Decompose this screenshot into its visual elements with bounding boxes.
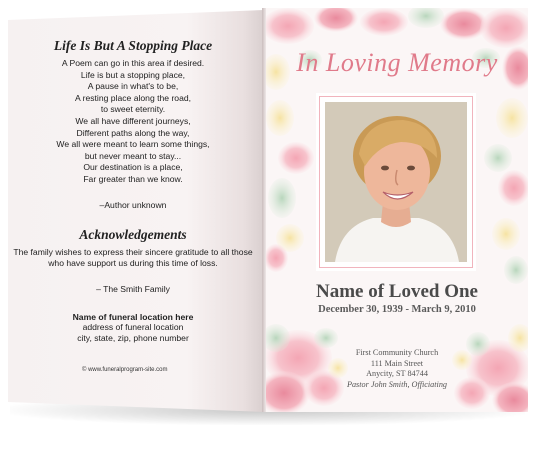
officiant: Pastor John Smith, Officiating <box>346 379 448 389</box>
acknowledgements-title: Acknowledgements <box>79 226 187 242</box>
poem-line: Far greater than we know. <box>83 173 183 184</box>
church-street: 111 Main Street <box>370 358 424 368</box>
cover-title: In Loving Memory <box>296 48 498 77</box>
service-info <box>332 348 462 390</box>
inside-left-content <box>13 38 253 345</box>
church-name: First Community Church <box>355 348 439 357</box>
funeral-location-address: address of funeral location <box>82 321 184 332</box>
poem-line: A pause in what's to be, <box>87 81 179 92</box>
cover-panel <box>266 8 528 412</box>
poem-line: We all were meant to learn some things, <box>56 139 210 150</box>
life-dates: December 30, 1939 - March 9, 2010 <box>318 304 476 315</box>
acknowledgements-text: The family wishes to express their sincere gratitude to all those who have support us during this time of loss. <box>13 246 253 269</box>
portrait-photo <box>325 102 467 262</box>
poem-line: A resting place along the road, <box>74 92 192 103</box>
poem-title: Life Is But A Stopping Place <box>53 38 213 53</box>
portrait-frame <box>319 96 473 268</box>
poem-line: Life is but a stopping place, <box>80 69 186 80</box>
website-credit: © www.funeralprogram-site.com <box>82 367 168 373</box>
church-city: Anycity, ST 84744 <box>366 369 428 378</box>
funeral-location-name: Name of funeral location here <box>72 311 194 322</box>
poem-line: A Poem can go in this area if desired. <box>61 58 205 68</box>
poem-line: We all have different journeys, <box>75 115 191 126</box>
poem-line: to sweet eternity. <box>100 104 166 115</box>
loved-one-name: Name of Loved One <box>315 281 478 302</box>
poem-line: but never meant to stay... <box>84 150 182 161</box>
funeral-location-city: city, state, zip, phone number <box>77 333 189 344</box>
poem-author: –Author unknown <box>99 199 167 210</box>
portrait-illustration <box>325 102 467 262</box>
poem-line: Different paths along the way, <box>76 127 190 138</box>
family-signoff: – The Smith Family <box>96 283 170 294</box>
poem-line: Our destination is a place, <box>83 162 183 173</box>
